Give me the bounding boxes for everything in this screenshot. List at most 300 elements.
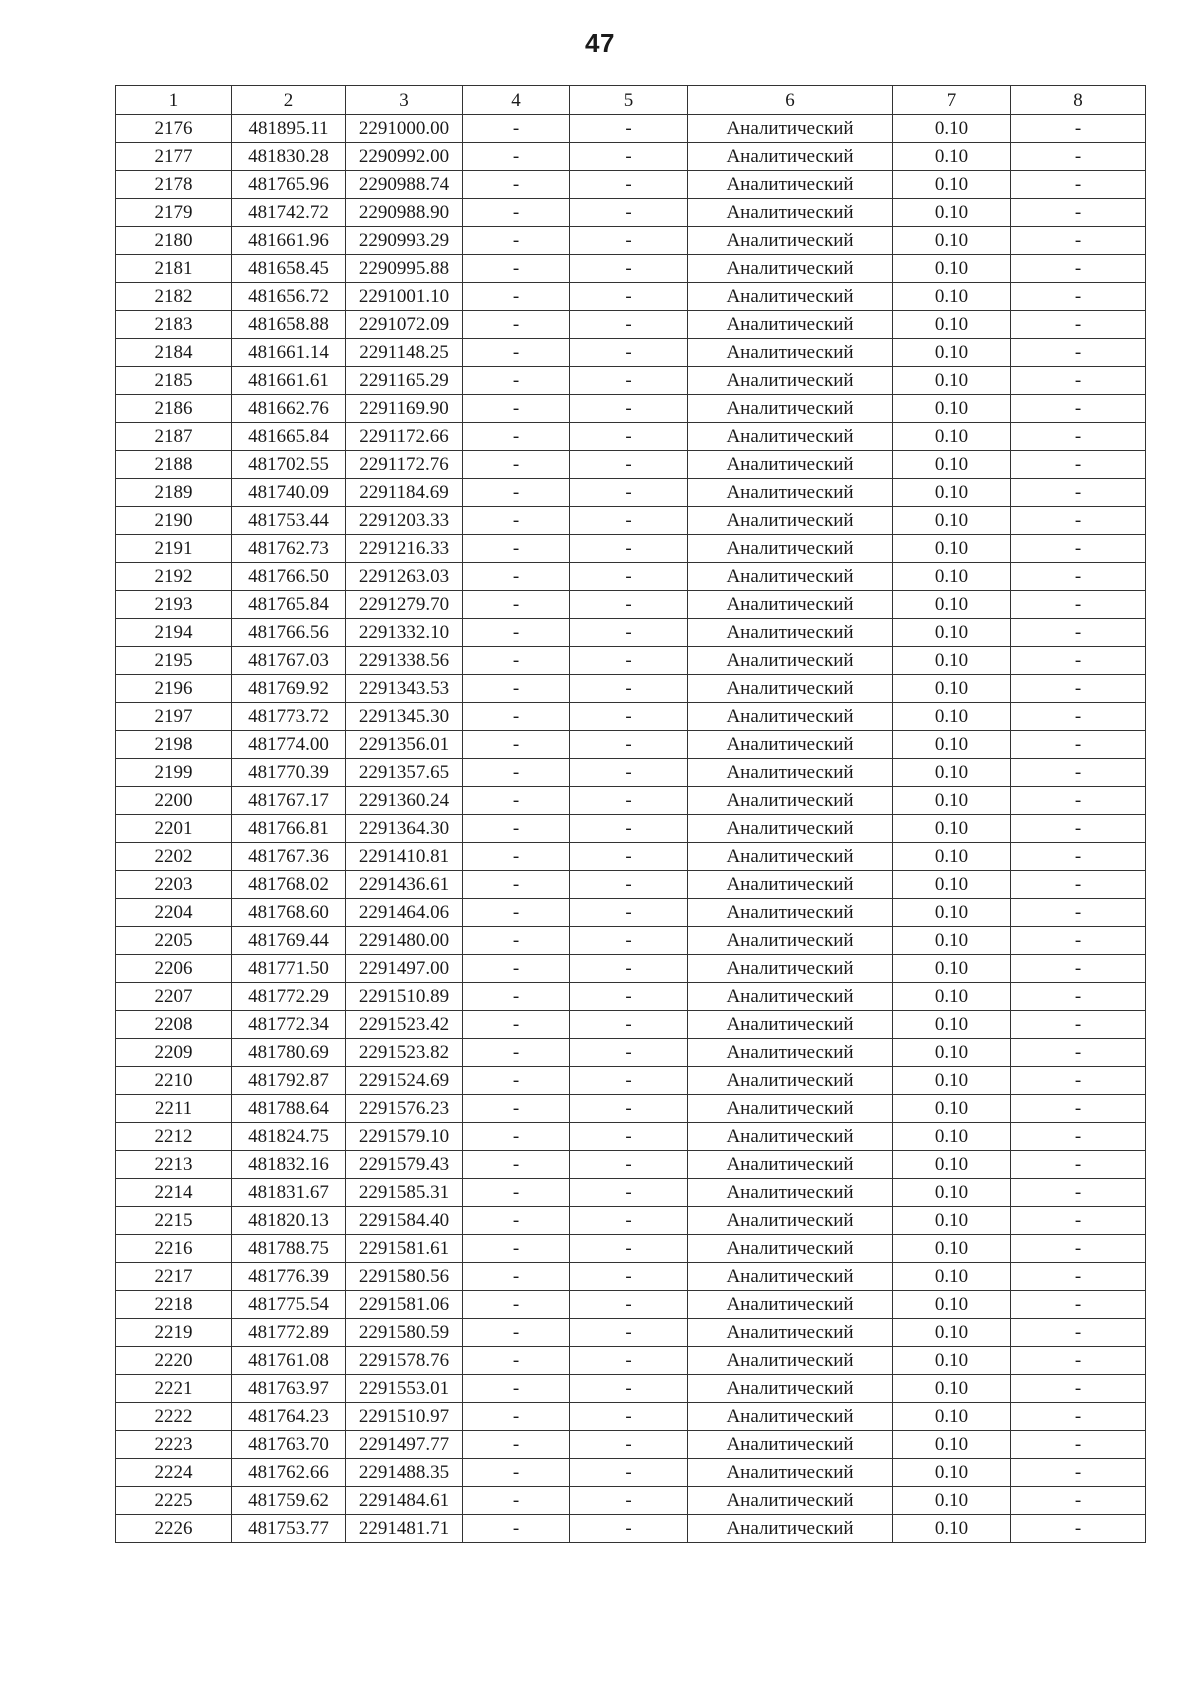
table-body [116,115,1146,1543]
col8-cell: - [1011,619,1146,647]
col4-cell: - [463,1487,570,1515]
method-cell: Аналитический [688,115,893,143]
col8-cell: - [1011,1319,1146,1347]
x-coordinate-cell: 481788.64 [232,1095,346,1123]
y-coordinate-cell: 2291279.70 [346,591,463,619]
method-cell: Аналитический [688,171,893,199]
col8-cell: - [1011,199,1146,227]
col4-cell: - [463,563,570,591]
col5-cell: - [570,955,688,983]
col4-cell: - [463,1431,570,1459]
col4-cell: - [463,535,570,563]
accuracy-cell: 0.10 [893,1179,1011,1207]
y-coordinate-cell: 2291436.61 [346,871,463,899]
col5-cell: - [570,395,688,423]
y-coordinate-cell: 2291360.24 [346,787,463,815]
y-coordinate-cell: 2290995.88 [346,255,463,283]
point-number-cell: 2211 [116,1095,232,1123]
col5-cell: - [570,1487,688,1515]
col5-cell: - [570,871,688,899]
y-coordinate-cell: 2291581.06 [346,1291,463,1319]
col8-cell: - [1011,479,1146,507]
table-row [116,1011,1146,1039]
accuracy-cell: 0.10 [893,815,1011,843]
accuracy-cell: 0.10 [893,227,1011,255]
col5-cell: - [570,199,688,227]
col5-cell: - [570,255,688,283]
method-cell: Аналитический [688,1123,893,1151]
col4-cell: - [463,479,570,507]
point-number-cell: 2208 [116,1011,232,1039]
col4-cell: - [463,1375,570,1403]
accuracy-cell: 0.10 [893,563,1011,591]
method-cell: Аналитический [688,1235,893,1263]
col5-cell: - [570,927,688,955]
y-coordinate-cell: 2290988.90 [346,199,463,227]
method-cell: Аналитический [688,507,893,535]
x-coordinate-cell: 481753.44 [232,507,346,535]
col5-cell: - [570,1459,688,1487]
table-row [116,1487,1146,1515]
y-coordinate-cell: 2291338.56 [346,647,463,675]
x-coordinate-cell: 481895.11 [232,115,346,143]
method-cell: Аналитический [688,143,893,171]
x-coordinate-cell: 481792.87 [232,1067,346,1095]
col8-cell: - [1011,1011,1146,1039]
y-coordinate-cell: 2291410.81 [346,843,463,871]
method-cell: Аналитический [688,619,893,647]
accuracy-cell: 0.10 [893,479,1011,507]
col5-cell: - [570,703,688,731]
table-row [116,1459,1146,1487]
table-row [116,815,1146,843]
accuracy-cell: 0.10 [893,759,1011,787]
page-number: 47 [585,28,615,58]
col5-cell: - [570,311,688,339]
accuracy-cell: 0.10 [893,255,1011,283]
y-coordinate-cell: 2291579.43 [346,1151,463,1179]
x-coordinate-cell: 481768.02 [232,871,346,899]
x-coordinate-cell: 481776.39 [232,1263,346,1291]
col4-cell: - [463,675,570,703]
point-number-cell: 2225 [116,1487,232,1515]
x-coordinate-cell: 481762.73 [232,535,346,563]
col5-cell: - [570,423,688,451]
x-coordinate-cell: 481772.34 [232,1011,346,1039]
col4-cell: - [463,927,570,955]
accuracy-cell: 0.10 [893,1431,1011,1459]
point-number-cell: 2218 [116,1291,232,1319]
table-row [116,619,1146,647]
col8-cell: - [1011,1151,1146,1179]
table-row [116,1515,1146,1543]
accuracy-cell: 0.10 [893,1011,1011,1039]
table-row [116,843,1146,871]
accuracy-cell: 0.10 [893,675,1011,703]
point-number-cell: 2203 [116,871,232,899]
col4-cell: - [463,619,570,647]
x-coordinate-cell: 481767.03 [232,647,346,675]
col5-cell: - [570,1067,688,1095]
col5-cell: - [570,675,688,703]
method-cell: Аналитический [688,311,893,339]
col4-cell: - [463,115,570,143]
point-number-cell: 2204 [116,899,232,927]
col4-cell: - [463,703,570,731]
point-number-cell: 2201 [116,815,232,843]
accuracy-cell: 0.10 [893,927,1011,955]
col8-cell: - [1011,899,1146,927]
col8-cell: - [1011,255,1146,283]
y-coordinate-cell: 2291488.35 [346,1459,463,1487]
col5-cell: - [570,339,688,367]
table-row [116,395,1146,423]
y-coordinate-cell: 2291263.03 [346,563,463,591]
y-coordinate-cell: 2291000.00 [346,115,463,143]
col5-cell: - [570,563,688,591]
col4-cell: - [463,1291,570,1319]
col5-cell: - [570,815,688,843]
method-cell: Аналитический [688,479,893,507]
point-number-cell: 2215 [116,1207,232,1235]
point-number-cell: 2209 [116,1039,232,1067]
accuracy-cell: 0.10 [893,1263,1011,1291]
x-coordinate-cell: 481753.77 [232,1515,346,1543]
point-number-cell: 2220 [116,1347,232,1375]
point-number-cell: 2179 [116,199,232,227]
x-coordinate-cell: 481767.17 [232,787,346,815]
col8-cell: - [1011,1347,1146,1375]
table-row [116,171,1146,199]
method-cell: Аналитический [688,899,893,927]
col4-cell: - [463,283,570,311]
point-number-cell: 2196 [116,675,232,703]
accuracy-cell: 0.10 [893,1459,1011,1487]
method-cell: Аналитический [688,339,893,367]
method-cell: Аналитический [688,367,893,395]
column-header-1: 1 [116,86,232,115]
x-coordinate-cell: 481765.96 [232,171,346,199]
accuracy-cell: 0.10 [893,731,1011,759]
x-coordinate-cell: 481788.75 [232,1235,346,1263]
point-number-cell: 2205 [116,927,232,955]
y-coordinate-cell: 2291480.00 [346,927,463,955]
point-number-cell: 2185 [116,367,232,395]
col4-cell: - [463,1459,570,1487]
point-number-cell: 2177 [116,143,232,171]
x-coordinate-cell: 481768.60 [232,899,346,927]
y-coordinate-cell: 2291580.59 [346,1319,463,1347]
y-coordinate-cell: 2291524.69 [346,1067,463,1095]
accuracy-cell: 0.10 [893,367,1011,395]
col8-cell: - [1011,1515,1146,1543]
x-coordinate-cell: 481771.50 [232,955,346,983]
point-number-cell: 2219 [116,1319,232,1347]
x-coordinate-cell: 481766.50 [232,563,346,591]
x-coordinate-cell: 481742.72 [232,199,346,227]
col5-cell: - [570,619,688,647]
point-number-cell: 2184 [116,339,232,367]
point-number-cell: 2181 [116,255,232,283]
column-header-3: 3 [346,86,463,115]
col5-cell: - [570,367,688,395]
method-cell: Аналитический [688,199,893,227]
col4-cell: - [463,1067,570,1095]
y-coordinate-cell: 2291072.09 [346,311,463,339]
col5-cell: - [570,1179,688,1207]
method-cell: Аналитический [688,927,893,955]
method-cell: Аналитический [688,1459,893,1487]
x-coordinate-cell: 481774.00 [232,731,346,759]
col4-cell: - [463,1095,570,1123]
col4-cell: - [463,451,570,479]
col5-cell: - [570,1235,688,1263]
method-cell: Аналитический [688,1487,893,1515]
point-number-cell: 2178 [116,171,232,199]
col4-cell: - [463,899,570,927]
y-coordinate-cell: 2291464.06 [346,899,463,927]
point-number-cell: 2214 [116,1179,232,1207]
y-coordinate-cell: 2291203.33 [346,507,463,535]
col8-cell: - [1011,983,1146,1011]
method-cell: Аналитический [688,1207,893,1235]
x-coordinate-cell: 481775.54 [232,1291,346,1319]
col8-cell: - [1011,1067,1146,1095]
col8-cell: - [1011,843,1146,871]
column-header-6: 6 [688,86,893,115]
col5-cell: - [570,843,688,871]
col8-cell: - [1011,1207,1146,1235]
col4-cell: - [463,983,570,1011]
method-cell: Аналитический [688,1011,893,1039]
x-coordinate-cell: 481763.70 [232,1431,346,1459]
col5-cell: - [570,983,688,1011]
col4-cell: - [463,759,570,787]
x-coordinate-cell: 481661.14 [232,339,346,367]
accuracy-cell: 0.10 [893,423,1011,451]
col4-cell: - [463,1011,570,1039]
method-cell: Аналитический [688,787,893,815]
table-row [116,1207,1146,1235]
col8-cell: - [1011,1095,1146,1123]
table-row [116,507,1146,535]
method-cell: Аналитический [688,1515,893,1543]
col8-cell: - [1011,703,1146,731]
accuracy-cell: 0.10 [893,871,1011,899]
col5-cell: - [570,1431,688,1459]
x-coordinate-cell: 481762.66 [232,1459,346,1487]
col4-cell: - [463,1319,570,1347]
col5-cell: - [570,787,688,815]
table-row [116,227,1146,255]
col4-cell: - [463,787,570,815]
method-cell: Аналитический [688,227,893,255]
col5-cell: - [570,451,688,479]
accuracy-cell: 0.10 [893,703,1011,731]
table-row [116,1375,1146,1403]
y-coordinate-cell: 2290988.74 [346,171,463,199]
y-coordinate-cell: 2291510.97 [346,1403,463,1431]
x-coordinate-cell: 481656.72 [232,283,346,311]
col4-cell: - [463,731,570,759]
method-cell: Аналитический [688,255,893,283]
method-cell: Аналитический [688,535,893,563]
y-coordinate-cell: 2291216.33 [346,535,463,563]
col8-cell: - [1011,1459,1146,1487]
table-row [116,367,1146,395]
y-coordinate-cell: 2291510.89 [346,983,463,1011]
col4-cell: - [463,591,570,619]
method-cell: Аналитический [688,1067,893,1095]
point-number-cell: 2192 [116,563,232,591]
accuracy-cell: 0.10 [893,171,1011,199]
col4-cell: - [463,815,570,843]
point-number-cell: 2217 [116,1263,232,1291]
col8-cell: - [1011,591,1146,619]
table-row [116,1123,1146,1151]
col5-cell: - [570,143,688,171]
accuracy-cell: 0.10 [893,1347,1011,1375]
col5-cell: - [570,1403,688,1431]
x-coordinate-cell: 481658.45 [232,255,346,283]
accuracy-cell: 0.10 [893,591,1011,619]
col5-cell: - [570,227,688,255]
col4-cell: - [463,395,570,423]
table-row [116,423,1146,451]
point-number-cell: 2216 [116,1235,232,1263]
col8-cell: - [1011,1179,1146,1207]
table-row [116,927,1146,955]
col4-cell: - [463,1207,570,1235]
accuracy-cell: 0.10 [893,1375,1011,1403]
y-coordinate-cell: 2291172.76 [346,451,463,479]
col5-cell: - [570,171,688,199]
y-coordinate-cell: 2291576.23 [346,1095,463,1123]
accuracy-cell: 0.10 [893,1095,1011,1123]
col8-cell: - [1011,171,1146,199]
table-header [116,86,1146,115]
col8-cell: - [1011,367,1146,395]
col8-cell: - [1011,1375,1146,1403]
method-cell: Аналитический [688,731,893,759]
col4-cell: - [463,1151,570,1179]
col5-cell: - [570,647,688,675]
point-number-cell: 2176 [116,115,232,143]
x-coordinate-cell: 481769.92 [232,675,346,703]
accuracy-cell: 0.10 [893,1235,1011,1263]
y-coordinate-cell: 2291148.25 [346,339,463,367]
col4-cell: - [463,339,570,367]
method-cell: Аналитический [688,1263,893,1291]
y-coordinate-cell: 2291172.66 [346,423,463,451]
y-coordinate-cell: 2291364.30 [346,815,463,843]
accuracy-cell: 0.10 [893,199,1011,227]
col8-cell: - [1011,955,1146,983]
y-coordinate-cell: 2291523.82 [346,1039,463,1067]
y-coordinate-cell: 2291165.29 [346,367,463,395]
x-coordinate-cell: 481665.84 [232,423,346,451]
col4-cell: - [463,871,570,899]
method-cell: Аналитический [688,395,893,423]
col8-cell: - [1011,927,1146,955]
accuracy-cell: 0.10 [893,283,1011,311]
table-row [116,1263,1146,1291]
col4-cell: - [463,1179,570,1207]
col8-cell: - [1011,311,1146,339]
y-coordinate-cell: 2291356.01 [346,731,463,759]
col5-cell: - [570,479,688,507]
col5-cell: - [570,1123,688,1151]
x-coordinate-cell: 481764.23 [232,1403,346,1431]
y-coordinate-cell: 2290993.29 [346,227,463,255]
col4-cell: - [463,255,570,283]
method-cell: Аналитический [688,1431,893,1459]
accuracy-cell: 0.10 [893,339,1011,367]
col8-cell: - [1011,563,1146,591]
method-cell: Аналитический [688,451,893,479]
y-coordinate-cell: 2291332.10 [346,619,463,647]
accuracy-cell: 0.10 [893,395,1011,423]
col4-cell: - [463,311,570,339]
y-coordinate-cell: 2291553.01 [346,1375,463,1403]
table-row [116,871,1146,899]
table-row [116,1067,1146,1095]
point-number-cell: 2222 [116,1403,232,1431]
x-coordinate-cell: 481662.76 [232,395,346,423]
point-number-cell: 2193 [116,591,232,619]
col4-cell: - [463,1347,570,1375]
col4-cell: - [463,1039,570,1067]
table-row [116,1179,1146,1207]
y-coordinate-cell: 2291345.30 [346,703,463,731]
col5-cell: - [570,591,688,619]
col4-cell: - [463,1403,570,1431]
point-number-cell: 2207 [116,983,232,1011]
table-row [116,1319,1146,1347]
x-coordinate-cell: 481763.97 [232,1375,346,1403]
accuracy-cell: 0.10 [893,1151,1011,1179]
x-coordinate-cell: 481661.61 [232,367,346,395]
col5-cell: - [570,1039,688,1067]
col5-cell: - [570,1375,688,1403]
col4-cell: - [463,143,570,171]
accuracy-cell: 0.10 [893,983,1011,1011]
accuracy-cell: 0.10 [893,143,1011,171]
col5-cell: - [570,759,688,787]
table-row [116,1039,1146,1067]
point-number-cell: 2189 [116,479,232,507]
table-row [116,1151,1146,1179]
method-cell: Аналитический [688,1403,893,1431]
method-cell: Аналитический [688,1039,893,1067]
method-cell: Аналитический [688,983,893,1011]
col5-cell: - [570,507,688,535]
accuracy-cell: 0.10 [893,311,1011,339]
method-cell: Аналитический [688,955,893,983]
x-coordinate-cell: 481832.16 [232,1151,346,1179]
y-coordinate-cell: 2291580.56 [346,1263,463,1291]
x-coordinate-cell: 481766.56 [232,619,346,647]
method-cell: Аналитический [688,675,893,703]
method-cell: Аналитический [688,871,893,899]
accuracy-cell: 0.10 [893,647,1011,675]
table-row [116,199,1146,227]
col4-cell: - [463,227,570,255]
point-number-cell: 2197 [116,703,232,731]
x-coordinate-cell: 481830.28 [232,143,346,171]
col8-cell: - [1011,1431,1146,1459]
y-coordinate-cell: 2290992.00 [346,143,463,171]
